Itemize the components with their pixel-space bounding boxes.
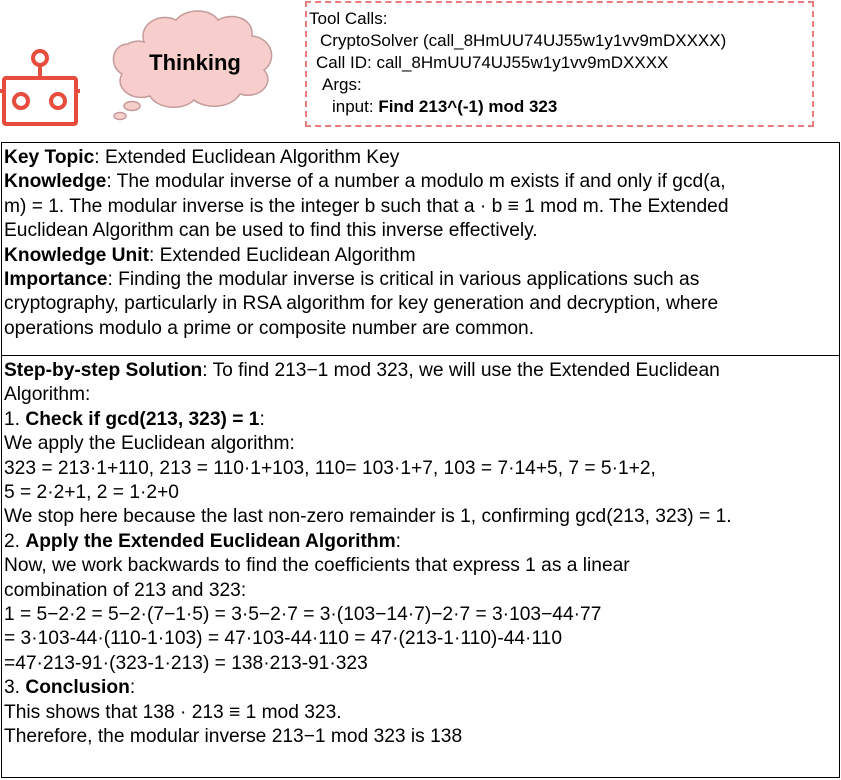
input-label: input: [332, 97, 379, 116]
step3-colon: : [129, 677, 136, 699]
header [0, 0, 841, 138]
args-input [309, 96, 812, 118]
step1-heading [4, 408, 837, 432]
step2-line: = 3·103-44·(110-1·103) = 47·103-44·110 = 47·(213-1·110)-44·110 [4, 628, 563, 650]
robot-icon [0, 46, 80, 130]
step2-title: Apply the Extended Euclidean Algorithm [25, 530, 396, 552]
step1-number: 1. [4, 408, 26, 430]
key-topic-line [4, 146, 837, 170]
thinking-label: Thinking [149, 50, 241, 75]
step1-line: 323 = 213·1+110, 213 = 110·1+103, 110= 103·1+7, 103 = 7·14+5, 7 = 5·1+2, [4, 457, 656, 479]
step1-colon: : [259, 408, 265, 430]
importance-line: cryptography, particularly in RSA algorithm for key generation and decryption, where [4, 293, 719, 315]
key-topic-text: : Extended Euclidean Algorithm Key [94, 147, 400, 168]
solution-panel [1, 355, 840, 778]
solution-label: Step-by-step Solution [4, 360, 203, 381]
step1-line: 5 = 2·2+1, 2 = 1·2+0 [4, 482, 179, 504]
knowledge-panel [1, 142, 840, 356]
knowledge-unit-text: : Extended Euclidean Algorithm [148, 244, 416, 266]
tool-call-line: CryptoSolver (call_8HmUU74UJ55w1y1vv9mDXXXX) [320, 31, 727, 50]
tool-calls-header: Tool Calls: [309, 9, 388, 28]
step3-title: Conclusion [25, 677, 130, 699]
call-id-line: Call ID: call_8HmUU74UJ55w1y1vv9mDXXXX [316, 53, 669, 72]
step1-line: We apply the Euclidean algorithm: [4, 433, 295, 455]
importance-line [4, 268, 837, 292]
importance-line: operations modulo a prime or composite number are common. [4, 317, 535, 339]
knowledge-unit-label: Knowledge Unit [4, 244, 149, 266]
step2-line: 1 = 5−2·2 = 5−2·(7−1·5) = 3·5−2·7 = 3·(103−14·7)−2·7 = 3·103−44·77 [4, 604, 602, 626]
args-label: Args: [322, 75, 362, 94]
knowledge-line: m) = 1. The modular inverse is the integer b such that a · b ≡ 1 mod m. The Extended [4, 195, 729, 217]
knowledge-line [4, 170, 837, 194]
step1-line: We stop here because the last non-zero remainder is 1, confirming gcd(213, 323) = 1. [4, 506, 732, 528]
step3-line: This shows that 138 · 213 ≡ 1 mod 323. [4, 701, 342, 723]
step2-number: 2. [4, 530, 26, 552]
step2-line: combination of 213 and 323: [4, 579, 247, 601]
key-topic-label: Key Topic [4, 147, 95, 168]
solution-intro-text: : To find 213−1 mod 323, we will use the Extended Euclidean [202, 360, 720, 381]
tool-call-box [305, 1, 814, 127]
solution-intro-line: Algorithm: [4, 384, 91, 406]
solution-intro-line [4, 359, 837, 383]
step2-line: =47·213-91·(323-1·213) = 138·213-91·323 [4, 652, 368, 674]
step2-heading [4, 530, 837, 554]
input-value: Find 213^(-1) mod 323 [378, 97, 558, 116]
knowledge-text: : The modular inverse of a number a modulo m exists if and only if gcd(a, [106, 171, 726, 193]
knowledge-unit-line [4, 244, 837, 268]
knowledge-line: Euclidean Algorithm can be used to find this inverse effectively. [4, 220, 538, 242]
step2-line: Now, we work backwards to find the coefficients that express 1 as a linear [4, 555, 630, 577]
step3-heading [4, 676, 837, 700]
step2-colon: : [395, 530, 401, 552]
importance-label: Importance [4, 269, 108, 291]
importance-text: : Finding the modular inverse is critical in various applications such as [107, 269, 700, 291]
knowledge-label: Knowledge [4, 171, 107, 193]
step3-number: 3. [4, 677, 26, 699]
step1-title: Check if gcd(213, 323) = 1 [25, 408, 260, 430]
step3-line: Therefore, the modular inverse 213−1 mod 323 is 138 [4, 726, 463, 748]
